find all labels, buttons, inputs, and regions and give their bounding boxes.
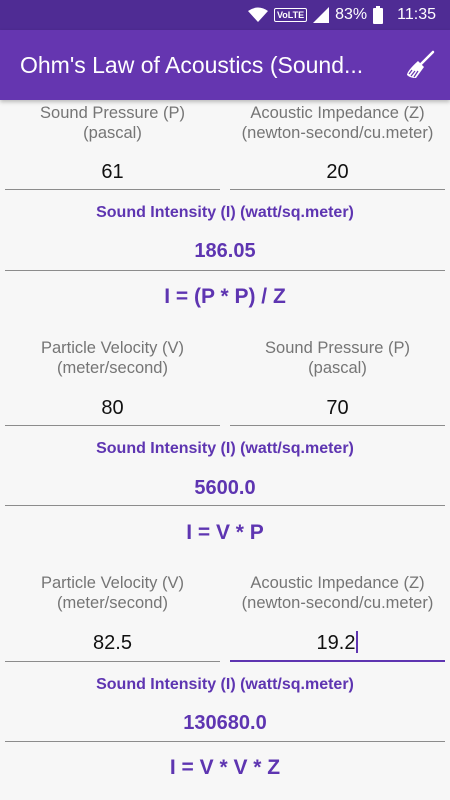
battery-icon xyxy=(373,6,383,24)
calculator-content xyxy=(0,100,450,800)
input-underline xyxy=(230,425,445,426)
input-underline xyxy=(5,189,220,190)
input2-label: Sound Pressure (P) (pascal) xyxy=(265,339,410,377)
input-underline xyxy=(5,661,220,662)
formula-text: I = V * P xyxy=(186,521,264,544)
broom-icon xyxy=(404,49,436,81)
clear-button[interactable] xyxy=(404,49,436,81)
input2-label: Acoustic Impedance (Z) (newton-second/cu.meter) xyxy=(241,104,434,142)
particle-velocity-input[interactable]: 82.5 xyxy=(93,632,132,654)
input-underline-focused xyxy=(230,660,445,662)
formula-text: I = (P * P) / Z xyxy=(164,285,286,308)
clock: 11:35 xyxy=(397,6,436,23)
wifi-icon xyxy=(248,7,268,23)
result-label: Sound Intensity (I) (watt/sq.meter) xyxy=(96,676,354,693)
result-value: 130680.0 xyxy=(183,712,267,734)
input1-label: Particle Velocity (V) (meter/second) xyxy=(40,339,185,377)
result-value: 5600.0 xyxy=(194,477,256,499)
particle-velocity-input[interactable]: 80 xyxy=(101,397,124,419)
app-title: Ohm's Law of Acoustics (Sound... xyxy=(20,52,364,78)
status-icons xyxy=(248,0,436,30)
formula-text: I = V * V * Z xyxy=(169,756,281,779)
input2-label: Acoustic Impedance (Z) (newton-second/cu.meter) xyxy=(241,574,434,612)
input-underline xyxy=(230,189,445,190)
volte-badge: VoLTE xyxy=(274,8,307,22)
input1-label: Particle Velocity (V) (meter/second) xyxy=(40,574,185,612)
input-value: 19.2 xyxy=(316,632,356,654)
text-caret xyxy=(356,631,358,653)
input-underline xyxy=(5,425,220,426)
acoustic-impedance-input[interactable]: 20 xyxy=(326,161,349,183)
sound-pressure-input[interactable]: 61 xyxy=(101,161,124,183)
sound-pressure-input[interactable]: 70 xyxy=(326,397,349,419)
result-value: 186.05 xyxy=(194,240,256,262)
result-underline xyxy=(5,505,445,506)
result-underline xyxy=(5,270,445,271)
result-label: Sound Intensity (I) (watt/sq.meter) xyxy=(96,440,354,457)
result-label: Sound Intensity (I) (watt/sq.meter) xyxy=(96,204,354,221)
acoustic-impedance-input-focused[interactable] xyxy=(230,631,445,655)
signal-icon xyxy=(313,7,329,23)
status-bar xyxy=(0,0,450,30)
input1-label: Sound Pressure (P) (pascal) xyxy=(40,104,185,142)
result-underline xyxy=(5,741,445,742)
battery-percent: 83% xyxy=(335,6,368,23)
app-bar xyxy=(0,30,450,100)
